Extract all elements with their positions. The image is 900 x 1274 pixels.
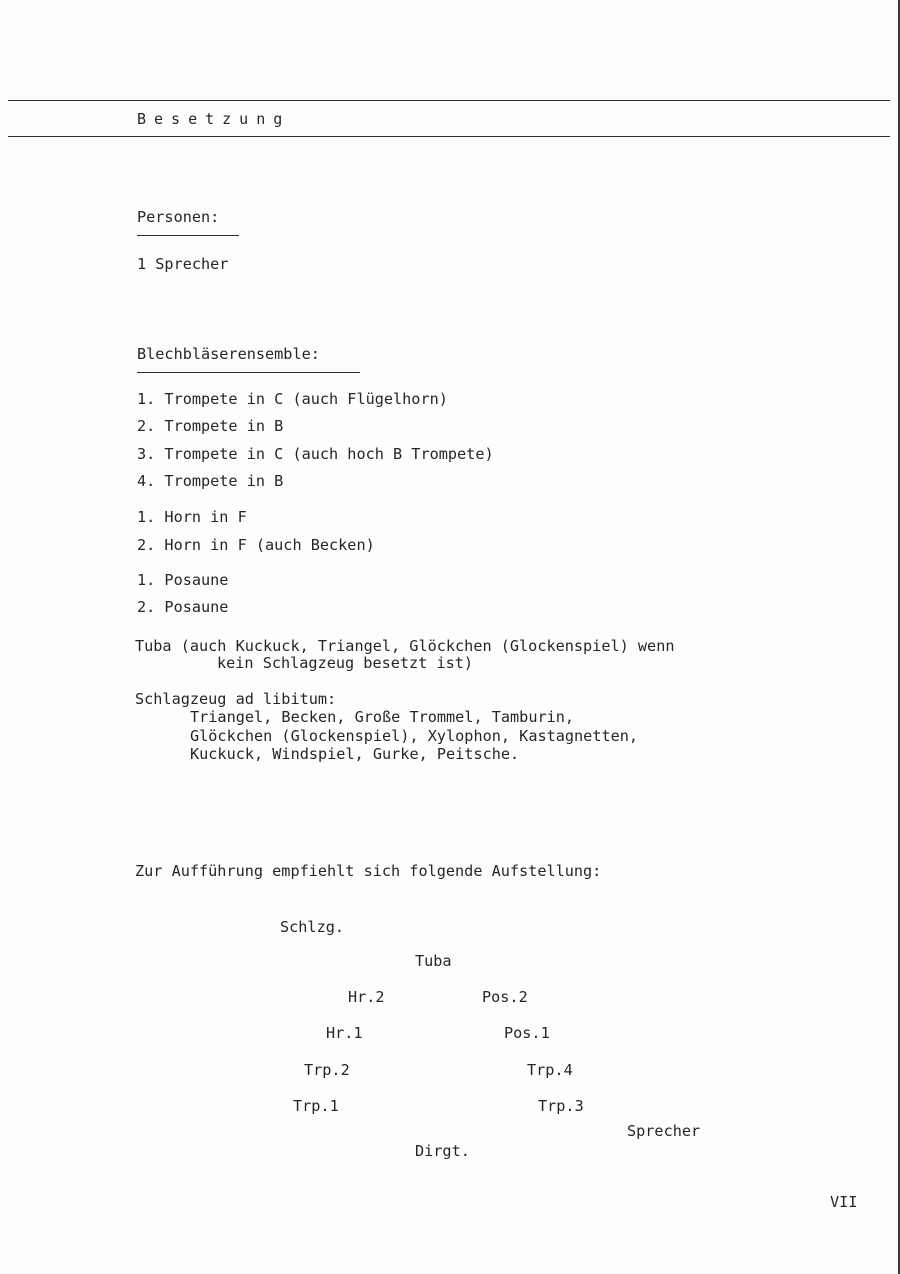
position-dirigent: Dirgt. (415, 1142, 470, 1160)
list-item-horn-2: 2. Horn in F (auch Becken) (137, 536, 375, 554)
position-posaune-2: Pos.2 (482, 988, 528, 1006)
setup-intro: Zur Aufführung empfiehlt sich folgende Aufstellung: (135, 862, 602, 880)
position-trompete-4: Trp.4 (527, 1061, 573, 1079)
list-item-trombone-1: 1. Posaune (137, 571, 229, 589)
page-title: Besetzung (137, 110, 291, 128)
list-item-trumpet-2: 2. Trompete in B (137, 417, 284, 435)
position-horn-1: Hr.1 (326, 1024, 363, 1042)
list-item-trumpet-4: 4. Trompete in B (137, 472, 284, 490)
list-item-trombone-2: 2. Posaune (137, 598, 229, 616)
position-schlagzeug: Schlzg. (280, 918, 345, 936)
position-sprecher: Sprecher (627, 1122, 701, 1140)
position-trompete-2: Trp.2 (304, 1061, 350, 1079)
header-rule-top (8, 100, 890, 101)
percussion-heading: Schlagzeug ad libitum: (135, 690, 337, 708)
tuba-line-2: kein Schlagzeug besetzt ist) (217, 654, 474, 672)
list-item-horn-1: 1. Horn in F (137, 508, 247, 526)
ensemble-heading: Blechbläserensemble: (137, 345, 320, 363)
percussion-line-3: Kuckuck, Windspiel, Gurke, Peitsche. (190, 745, 520, 763)
tuba-line-1: Tuba (auch Kuckuck, Triangel, Glöckchen (Glockenspiel) wenn (135, 637, 675, 655)
position-trompete-1: Trp.1 (293, 1097, 339, 1115)
position-trompete-3: Trp.3 (538, 1097, 584, 1115)
personen-heading: Personen: (137, 208, 220, 226)
personen-item: 1 Sprecher (137, 255, 229, 273)
percussion-line-1: Triangel, Becken, Große Trommel, Tamburin, (190, 708, 575, 726)
page-number: VII (830, 1193, 858, 1211)
position-horn-2: Hr.2 (348, 988, 385, 1006)
position-tuba: Tuba (415, 952, 452, 970)
ensemble-underline (137, 372, 360, 373)
position-posaune-1: Pos.1 (504, 1024, 550, 1042)
list-item-trumpet-3: 3. Trompete in C (auch hoch B Trompete) (137, 445, 494, 463)
header-rule-bottom (8, 136, 890, 137)
list-item-trumpet-1: 1. Trompete in C (auch Flügelhorn) (137, 390, 448, 408)
percussion-line-2: Glöckchen (Glockenspiel), Xylophon, Kastagnetten, (190, 727, 639, 745)
personen-underline (137, 235, 239, 236)
